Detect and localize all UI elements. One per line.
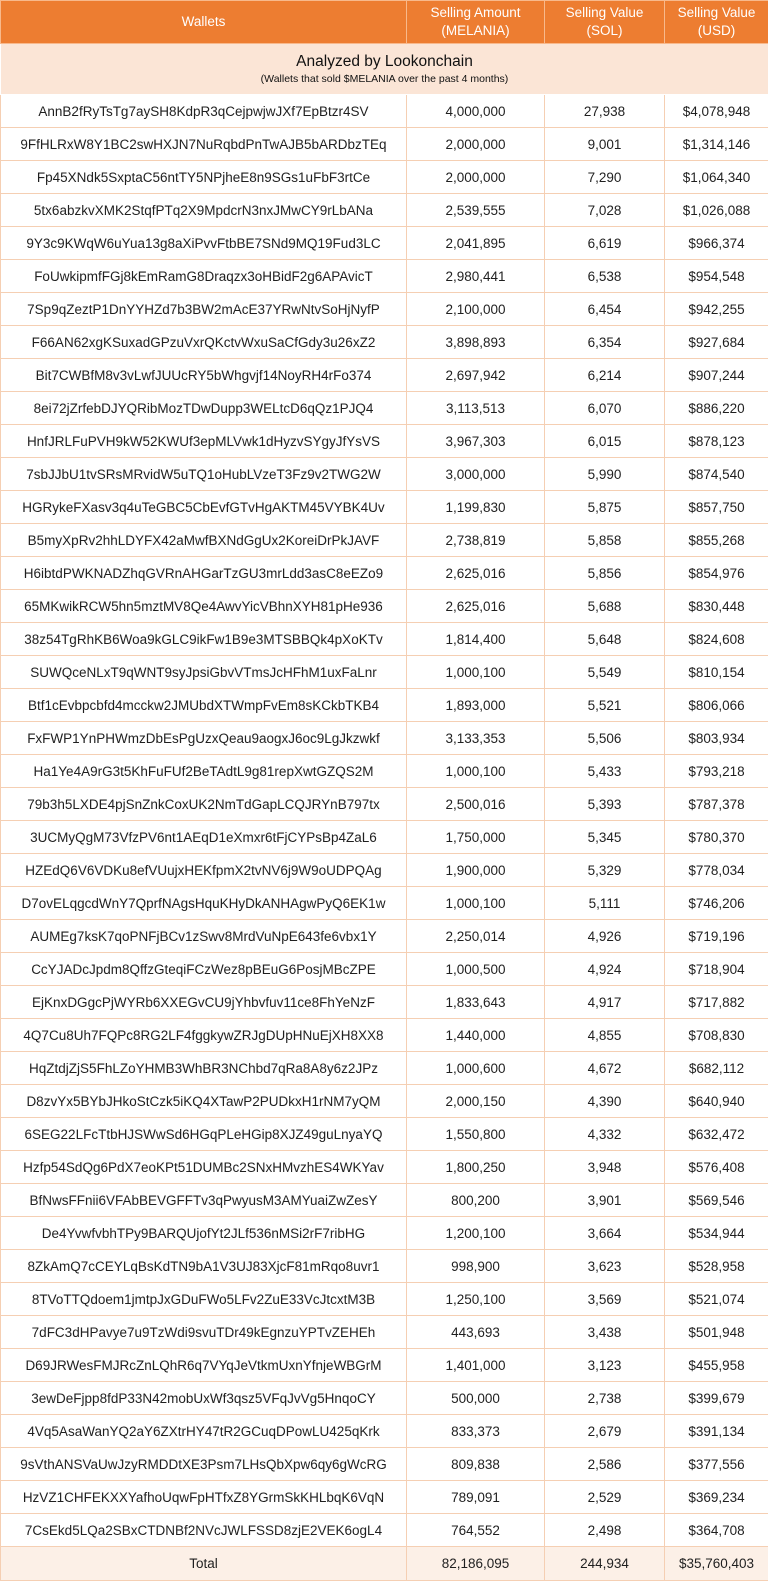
wallet-address: Bit7CWBfM8v3vLwfJUUcRY5bWhgvjf14NoyRH4rFo374	[1, 359, 407, 392]
selling-value-sol: 2,679	[545, 1415, 665, 1448]
table-row	[1, 128, 768, 161]
wallet-address: 9sVthANSVaUwJzyRMDDtXE3Psm7LHsQbXpw6qy6gWcRG	[1, 1448, 407, 1481]
table-row	[1, 458, 768, 491]
analysis-banner	[1, 44, 768, 95]
selling-amount-melania: 764,552	[407, 1514, 545, 1547]
selling-value-sol: 5,111	[545, 887, 665, 920]
selling-amount-melania: 3,000,000	[407, 458, 545, 491]
table-row	[1, 326, 768, 359]
table-row	[1, 854, 768, 887]
table-row	[1, 227, 768, 260]
wallet-address: 8ZkAmQ7cCEYLqBsKdTN9bA1V3UJ83XjcF81mRqo8uvr1	[1, 1250, 407, 1283]
selling-value-usd: $780,370	[665, 821, 768, 854]
selling-value-usd: $377,556	[665, 1448, 768, 1481]
selling-amount-melania: 1,000,100	[407, 656, 545, 689]
total-selling-value-usd: $35,760,403	[665, 1547, 768, 1581]
wallet-address: H6ibtdPWKNADZhqGVRnAHGarTzGU3mrLdd3asC8eEZo9	[1, 557, 407, 590]
wallet-address: 65MKwikRCW5hn5mztMV8Qe4AwvYicVBhnXYH81pHe936	[1, 590, 407, 623]
selling-value-usd: $682,112	[665, 1052, 768, 1085]
selling-value-usd: $927,684	[665, 326, 768, 359]
wallet-address: D8zvYx5BYbJHkoStCzk5iKQ4XTawP2PUDkxH1rNM7yQM	[1, 1085, 407, 1118]
selling-value-sol: 6,619	[545, 227, 665, 260]
table-row	[1, 392, 768, 425]
selling-value-sol: 4,924	[545, 953, 665, 986]
selling-value-sol: 7,028	[545, 194, 665, 227]
selling-value-usd: $569,546	[665, 1184, 768, 1217]
selling-amount-melania: 1,900,000	[407, 854, 545, 887]
wallet-address: CcYJADcJpdm8QffzGteqiFCzWez8pBEuG6PosjMBcZPE	[1, 953, 407, 986]
selling-value-usd: $803,934	[665, 722, 768, 755]
table-row	[1, 788, 768, 821]
selling-amount-melania: 998,900	[407, 1250, 545, 1283]
wallet-address: B5myXpRv2hhLDYFX42aMwfBXNdGgUx2KoreiDrPkJAVF	[1, 524, 407, 557]
wallet-address: HGRykeFXasv3q4uTeGBC5CbEvfGTvHgAKTM45VYBK4Uv	[1, 491, 407, 524]
selling-value-sol: 6,538	[545, 260, 665, 293]
table-row	[1, 1514, 768, 1547]
table-row	[1, 1316, 768, 1349]
wallet-address: EjKnxDGgcPjWYRb6XXEGvCU9jYhbvfuv11ce8FhYeNzF	[1, 986, 407, 1019]
wallet-address: FoUwkipmfFGj8kEmRamG8Draqzx3oHBidF2g6APAvicT	[1, 260, 407, 293]
wallet-address: 7Sp9qZeztP1DnYYHZd7b3BW2mAcE37YRwNtvSoHjNyfP	[1, 293, 407, 326]
wallet-address: FxFWP1YnPHWmzDbEsPgUzxQeau9aogxJ6oc9LgJkzwkf	[1, 722, 407, 755]
wallet-address: D69JRWesFMJRcZnLQhR6q7VYqJeVtkmUxnYfnjeWBGrM	[1, 1349, 407, 1382]
selling-amount-melania: 3,133,353	[407, 722, 545, 755]
selling-amount-melania: 1,814,400	[407, 623, 545, 656]
selling-value-sol: 5,875	[545, 491, 665, 524]
selling-value-sol: 4,917	[545, 986, 665, 1019]
total-row	[1, 1547, 768, 1581]
selling-amount-melania: 2,697,942	[407, 359, 545, 392]
wallet-address: HZEdQ6V6VDKu8efVUujxHEKfpmX2tvNV6j9W9oUDPQAg	[1, 854, 407, 887]
selling-amount-melania: 1,800,250	[407, 1151, 545, 1184]
selling-value-usd: $501,948	[665, 1316, 768, 1349]
selling-value-sol: 5,688	[545, 590, 665, 623]
selling-value-sol: 3,901	[545, 1184, 665, 1217]
selling-value-sol: 6,070	[545, 392, 665, 425]
table-row	[1, 623, 768, 656]
table-row	[1, 722, 768, 755]
table-row	[1, 524, 768, 557]
selling-value-sol: 9,001	[545, 128, 665, 161]
selling-value-sol: 5,521	[545, 689, 665, 722]
selling-value-usd: $1,314,146	[665, 128, 768, 161]
selling-amount-melania: 2,539,555	[407, 194, 545, 227]
selling-value-sol: 5,856	[545, 557, 665, 590]
wallet-address: 79b3h5LXDE4pjSnZnkCoxUK2NmTdGapLCQJRYnB797tx	[1, 788, 407, 821]
table-row	[1, 557, 768, 590]
selling-value-usd: $806,066	[665, 689, 768, 722]
column-header-selling-value-sol	[545, 1, 665, 44]
wallet-address: 38z54TgRhKB6Woa9kGLC9ikFw1B9e3MTSBBQk4pXoKTv	[1, 623, 407, 656]
selling-amount-melania: 1,401,000	[407, 1349, 545, 1382]
column-header-label: Wallets	[3, 13, 404, 31]
selling-amount-melania: 2,625,016	[407, 557, 545, 590]
table-header-row	[1, 1, 768, 44]
selling-value-sol: 5,648	[545, 623, 665, 656]
table-row	[1, 656, 768, 689]
selling-value-sol: 6,214	[545, 359, 665, 392]
total-selling-value-sol: 244,934	[545, 1547, 665, 1581]
wallet-address: AnnB2fRyTsTg7aySH8KdpR3qCejpwjwJXf7EpBtzr4SV	[1, 95, 407, 128]
selling-value-usd: $455,958	[665, 1349, 768, 1382]
wallet-address: SUWQceNLxT9qWNT9syJpsiGbvVTmsJcHFhM1uxFaLnr	[1, 656, 407, 689]
selling-amount-melania: 809,838	[407, 1448, 545, 1481]
selling-value-usd: $854,976	[665, 557, 768, 590]
selling-amount-melania: 2,100,000	[407, 293, 545, 326]
selling-value-usd: $369,234	[665, 1481, 768, 1514]
selling-value-sol: 2,498	[545, 1514, 665, 1547]
selling-amount-melania: 2,000,000	[407, 128, 545, 161]
table-row	[1, 1283, 768, 1316]
selling-amount-melania: 1,000,100	[407, 755, 545, 788]
table-row	[1, 260, 768, 293]
selling-amount-melania: 2,000,150	[407, 1085, 545, 1118]
table-row	[1, 953, 768, 986]
wallet-address: 4Vq5AsaWanYQ2aY6ZXtrHY47tR2GCuqDPowLU425qKrk	[1, 1415, 407, 1448]
selling-amount-melania: 2,625,016	[407, 590, 545, 623]
wallet-address: 7CsEkd5LQa2SBxCTDNBf2NVcJWLFSSD8zjE2VEK6ogL4	[1, 1514, 407, 1547]
selling-amount-melania: 3,113,513	[407, 392, 545, 425]
selling-value-usd: $719,196	[665, 920, 768, 953]
wallet-address: D7ovELqgcdWnY7QprfNAgsHquKHyDkANHAgwPyQ6EK1w	[1, 887, 407, 920]
table-body	[1, 95, 768, 1547]
selling-value-usd: $810,154	[665, 656, 768, 689]
wallet-address: 6SEG22LFcTtbHJSWwSd6HGqPLeHGip8XJZ49guLnyaYQ	[1, 1118, 407, 1151]
selling-value-sol: 6,354	[545, 326, 665, 359]
selling-amount-melania: 500,000	[407, 1382, 545, 1415]
table-row	[1, 161, 768, 194]
selling-amount-melania: 1,000,600	[407, 1052, 545, 1085]
selling-value-usd: $793,218	[665, 755, 768, 788]
table-row	[1, 755, 768, 788]
wallet-address: AUMEg7ksK7qoPNFjBCv1zSwv8MrdVuNpE643fe6vbx1Y	[1, 920, 407, 953]
table-row	[1, 887, 768, 920]
table-row	[1, 1382, 768, 1415]
selling-value-sol: 4,390	[545, 1085, 665, 1118]
selling-amount-melania: 1,000,100	[407, 887, 545, 920]
table-row	[1, 590, 768, 623]
selling-value-sol: 5,549	[545, 656, 665, 689]
selling-value-usd: $1,064,340	[665, 161, 768, 194]
total-label: Total	[1, 1547, 407, 1581]
column-header-wallets	[1, 1, 407, 44]
table-row	[1, 920, 768, 953]
selling-value-sol: 4,855	[545, 1019, 665, 1052]
column-header-sublabel: (MELANIA)	[409, 22, 542, 40]
selling-value-usd: $364,708	[665, 1514, 768, 1547]
selling-value-sol: 4,332	[545, 1118, 665, 1151]
wallet-address: Hzfp54SdQg6PdX7eoKPt51DUMBc2SNxHMvzhES4WKYav	[1, 1151, 407, 1184]
total-selling-amount-melania: 82,186,095	[407, 1547, 545, 1581]
selling-amount-melania: 3,967,303	[407, 425, 545, 458]
selling-amount-melania: 1,893,000	[407, 689, 545, 722]
selling-value-sol: 5,393	[545, 788, 665, 821]
table-row	[1, 1481, 768, 1514]
selling-value-usd: $787,378	[665, 788, 768, 821]
selling-value-sol: 5,329	[545, 854, 665, 887]
table-row	[1, 359, 768, 392]
selling-value-usd: $824,608	[665, 623, 768, 656]
selling-value-sol: 3,664	[545, 1217, 665, 1250]
selling-value-sol: 2,586	[545, 1448, 665, 1481]
selling-amount-melania: 2,980,441	[407, 260, 545, 293]
selling-value-usd: $391,134	[665, 1415, 768, 1448]
table-row	[1, 1118, 768, 1151]
selling-amount-melania: 800,200	[407, 1184, 545, 1217]
analysis-banner-row	[1, 44, 768, 95]
selling-amount-melania: 789,091	[407, 1481, 545, 1514]
selling-amount-melania: 2,000,000	[407, 161, 545, 194]
selling-value-sol: 2,738	[545, 1382, 665, 1415]
column-header-label: Selling Value	[547, 4, 662, 22]
selling-value-usd: $640,940	[665, 1085, 768, 1118]
selling-amount-melania: 2,500,016	[407, 788, 545, 821]
selling-amount-melania: 1,200,100	[407, 1217, 545, 1250]
table-row	[1, 293, 768, 326]
table-row	[1, 689, 768, 722]
selling-value-sol: 5,506	[545, 722, 665, 755]
selling-value-usd: $718,904	[665, 953, 768, 986]
selling-value-usd: $874,540	[665, 458, 768, 491]
table-row	[1, 1052, 768, 1085]
table-row	[1, 491, 768, 524]
selling-value-sol: 5,433	[545, 755, 665, 788]
selling-amount-melania: 1,550,800	[407, 1118, 545, 1151]
wallet-address: 7sbJJbU1tvSRsMRvidW5uTQ1oHubLVzeT3Fz9v2TWG2W	[1, 458, 407, 491]
selling-value-usd: $966,374	[665, 227, 768, 260]
selling-value-usd: $857,750	[665, 491, 768, 524]
selling-value-usd: $878,123	[665, 425, 768, 458]
selling-value-usd: $399,679	[665, 1382, 768, 1415]
selling-value-usd: $886,220	[665, 392, 768, 425]
selling-amount-melania: 1,000,500	[407, 953, 545, 986]
column-header-label: Selling Amount	[409, 4, 542, 22]
selling-value-usd: $942,255	[665, 293, 768, 326]
selling-amount-melania: 1,199,830	[407, 491, 545, 524]
table-row	[1, 1415, 768, 1448]
selling-value-usd: $855,268	[665, 524, 768, 557]
selling-value-sol: 3,123	[545, 1349, 665, 1382]
column-header-label: Selling Value	[667, 4, 766, 22]
selling-value-sol: 27,938	[545, 95, 665, 128]
selling-amount-melania: 1,440,000	[407, 1019, 545, 1052]
table-row	[1, 95, 768, 128]
column-header-sublabel: (USD)	[667, 22, 766, 40]
selling-value-usd: $907,244	[665, 359, 768, 392]
selling-value-usd: $954,548	[665, 260, 768, 293]
selling-value-sol: 3,569	[545, 1283, 665, 1316]
selling-value-sol: 4,672	[545, 1052, 665, 1085]
selling-value-usd: $778,034	[665, 854, 768, 887]
table-row	[1, 821, 768, 854]
selling-value-sol: 7,290	[545, 161, 665, 194]
selling-value-usd: $534,944	[665, 1217, 768, 1250]
wallet-address: De4YvwfvbhTPy9BARQUjofYt2JLf536nMSi2rF7ribHG	[1, 1217, 407, 1250]
selling-value-sol: 6,454	[545, 293, 665, 326]
selling-value-usd: $717,882	[665, 986, 768, 1019]
selling-amount-melania: 3,898,893	[407, 326, 545, 359]
table-row	[1, 1448, 768, 1481]
selling-value-sol: 3,948	[545, 1151, 665, 1184]
selling-value-sol: 3,438	[545, 1316, 665, 1349]
selling-value-usd: $528,958	[665, 1250, 768, 1283]
table-row	[1, 986, 768, 1019]
selling-amount-melania: 2,041,895	[407, 227, 545, 260]
selling-amount-melania: 4,000,000	[407, 95, 545, 128]
table-row	[1, 1184, 768, 1217]
wallet-address: Btf1cEvbpcbfd4mcckw2JMUbdXTWmpFvEm8sKCkbTKB4	[1, 689, 407, 722]
selling-value-usd: $632,472	[665, 1118, 768, 1151]
selling-value-sol: 5,858	[545, 524, 665, 557]
wallet-address: BfNwsFFnii6VFAbBEVGFFTv3qPwyusM3AMYuaiZwZesY	[1, 1184, 407, 1217]
wallet-address: 3UCMyQgM73VfzPV6nt1AEqD1eXmxr6tFjCYPsBp4ZaL6	[1, 821, 407, 854]
table-row	[1, 425, 768, 458]
selling-value-usd: $521,074	[665, 1283, 768, 1316]
selling-value-usd: $746,206	[665, 887, 768, 920]
wallet-address: HqZtdjZjS5FhLZoYHMB3WhBR3NChbd7qRa8A8y6z2JPz	[1, 1052, 407, 1085]
selling-amount-melania: 833,373	[407, 1415, 545, 1448]
wallet-address: 3ewDeFjpp8fdP33N42mobUxWf3qsz5VFqJvVg5HnqoCY	[1, 1382, 407, 1415]
selling-value-usd: $830,448	[665, 590, 768, 623]
selling-value-sol: 3,623	[545, 1250, 665, 1283]
selling-value-sol: 2,529	[545, 1481, 665, 1514]
selling-amount-melania: 443,693	[407, 1316, 545, 1349]
banner-subtitle: (Wallets that sold $MELANIA over the past 4 months)	[1, 72, 768, 86]
selling-value-sol: 6,015	[545, 425, 665, 458]
wallet-address: Fp45XNdk5SxptaC56ntTY5NPjheE8n9SGs1uFbF3rtCe	[1, 161, 407, 194]
selling-value-sol: 4,926	[545, 920, 665, 953]
selling-amount-melania: 1,250,100	[407, 1283, 545, 1316]
banner-title: Analyzed by Lookonchain	[1, 52, 768, 72]
column-header-selling-amount-melania	[407, 1, 545, 44]
selling-amount-melania: 1,833,643	[407, 986, 545, 1019]
wallet-address: 5tx6abzkvXMK2StqfPTq2X9MpdcrN3nxJMwCY9rLbANa	[1, 194, 407, 227]
selling-value-usd: $1,026,088	[665, 194, 768, 227]
table-row	[1, 194, 768, 227]
table-row	[1, 1217, 768, 1250]
table-row	[1, 1250, 768, 1283]
selling-value-usd: $576,408	[665, 1151, 768, 1184]
table-row	[1, 1151, 768, 1184]
selling-value-usd: $4,078,948	[665, 95, 768, 128]
wallet-address: 9FfHLRxW8Y1BC2swHXJN7NuRqbdPnTwAJB5bARDbzTEq	[1, 128, 407, 161]
table-row	[1, 1349, 768, 1382]
selling-amount-melania: 2,250,014	[407, 920, 545, 953]
selling-amount-melania: 2,738,819	[407, 524, 545, 557]
selling-value-sol: 5,345	[545, 821, 665, 854]
wallet-address: HzVZ1CHFEKXXYafhoUqwFpHTfxZ8YGrmSkKHLbqK6VqN	[1, 1481, 407, 1514]
wallet-address: 7dFC3dHPavye7u9TzWdi9svuTDr49kEgnzuYPTvZEHEh	[1, 1316, 407, 1349]
table-row	[1, 1085, 768, 1118]
selling-amount-melania: 1,750,000	[407, 821, 545, 854]
wallet-address: 4Q7Cu8Uh7FQPc8RG2LF4fggkywZRJgDUpHNuEjXH8XX8	[1, 1019, 407, 1052]
wallet-address: HnfJRLFuPVH9kW52KWUf3epMLVwk1dHyzvSYgyJfYsVS	[1, 425, 407, 458]
table-row	[1, 1019, 768, 1052]
column-header-sublabel: (SOL)	[547, 22, 662, 40]
wallet-address: 9Y3c9KWqW6uYua13g8aXiPvvFtbBE7SNd9MQ19Fud3LC	[1, 227, 407, 260]
wallet-address: Ha1Ye4A9rG3t5KhFuFUf2BeTAdtL9g81repXwtGZQS2M	[1, 755, 407, 788]
wallet-address: 8ei72jZrfebDJYQRibMozTDwDupp3WELtcD6qQz1PJQ4	[1, 392, 407, 425]
wallet-address: F66AN62xgKSuxadGPzuVxrQKctvWxuSaCfGdy3u26xZ2	[1, 326, 407, 359]
wallet-address: 8TVoTTQdoem1jmtpJxGDuFWo5LFv2ZuE33VcJtcxtM3B	[1, 1283, 407, 1316]
selling-value-sol: 5,990	[545, 458, 665, 491]
selling-value-usd: $708,830	[665, 1019, 768, 1052]
column-header-selling-value-usd	[665, 1, 768, 44]
